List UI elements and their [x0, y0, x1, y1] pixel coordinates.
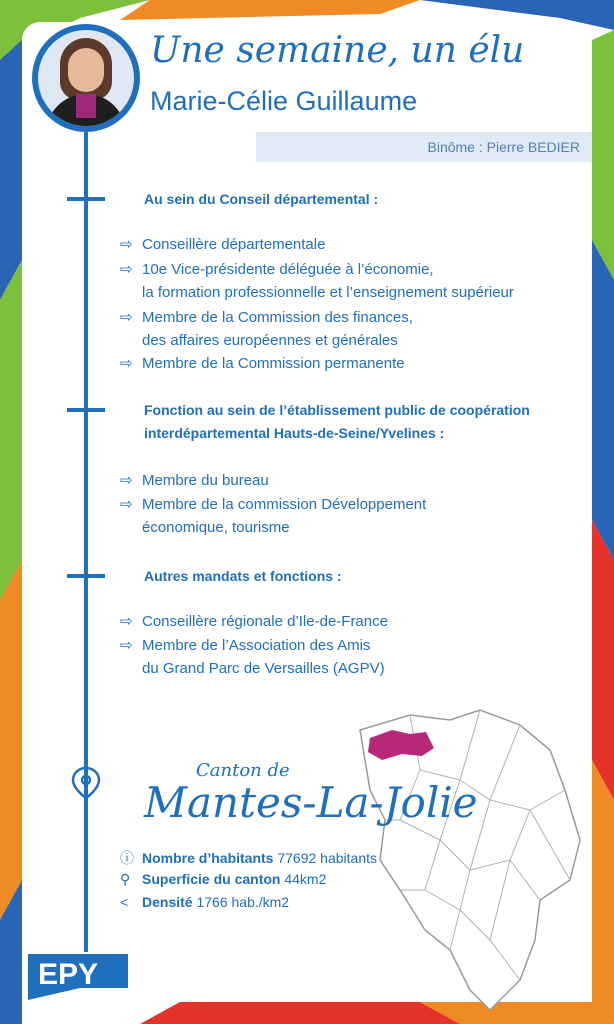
list-item: ⇨ Conseillère régionale d’Ile-de-France [120, 610, 388, 633]
elected-name: Marie-Célie Guillaume [150, 86, 418, 116]
avatar [32, 24, 140, 132]
svg-text:EPY: EPY [38, 958, 99, 991]
canton-prefix: Canton de [196, 760, 290, 781]
arrow-right-icon: ⇨ [120, 309, 133, 326]
timeline-line [84, 132, 88, 952]
timeline-marker [67, 574, 105, 578]
canton-name: Mantes-La-Jolie [144, 778, 478, 827]
arrow-right-icon: ⇨ [120, 355, 133, 372]
search-icon: ⚲ [120, 871, 131, 887]
stat-density: < Densité 1766 hab./km2 [120, 894, 290, 910]
list-item: ⇨ Membre de la commission Développement économique, tourisme [120, 493, 426, 539]
list-item: ⇨ Membre de l’Association des Amis du Grand Parc de Versailles (AGPV) [120, 634, 385, 680]
arrow-right-icon: ⇨ [120, 637, 133, 654]
list-item: ⇨ Conseillère départementale [120, 233, 325, 256]
section-title: Fonction au sein de l’établissement public de coopération interdépartemental Hauts-de-Seine/Yvelines : [144, 402, 530, 441]
arrow-right-icon: ⇨ [120, 236, 133, 253]
arrow-right-icon: ⇨ [120, 613, 133, 630]
stat-population: ⓘ Nombre d’habitants 77692 habitants [120, 850, 377, 866]
list-item: ⇨ Membre de la Commission permanente [120, 352, 405, 375]
share-icon: < [120, 894, 129, 910]
arrow-right-icon: ⇨ [120, 261, 133, 278]
list-item: ⇨ Membre de la Commission des finances, des affaires européennes et générales [120, 306, 413, 352]
timeline-marker [67, 408, 105, 412]
list-item: ⇨ 10e Vice-présidente déléguée à l’économie, la formation professionnelle et l’enseignement supérieur [120, 258, 514, 304]
stat-area: ⚲ Superficie du canton 44km2 [120, 871, 327, 887]
arrow-right-icon: ⇨ [120, 472, 133, 489]
info-icon: ⓘ [120, 850, 134, 866]
timeline-marker [67, 197, 105, 201]
epy-logo [24, 952, 134, 1002]
binome-text: Binôme : Pierre BEDIER [427, 139, 580, 155]
section-title: Autres mandats et fonctions : [144, 568, 342, 584]
location-pin-icon [68, 765, 104, 801]
section-title: Au sein du Conseil départemental : [144, 191, 379, 207]
arrow-right-icon: ⇨ [120, 496, 133, 513]
binome-banner [256, 132, 592, 162]
page-title: Une semaine, un élu [150, 30, 525, 71]
list-item: ⇨ Membre du bureau [120, 469, 269, 492]
